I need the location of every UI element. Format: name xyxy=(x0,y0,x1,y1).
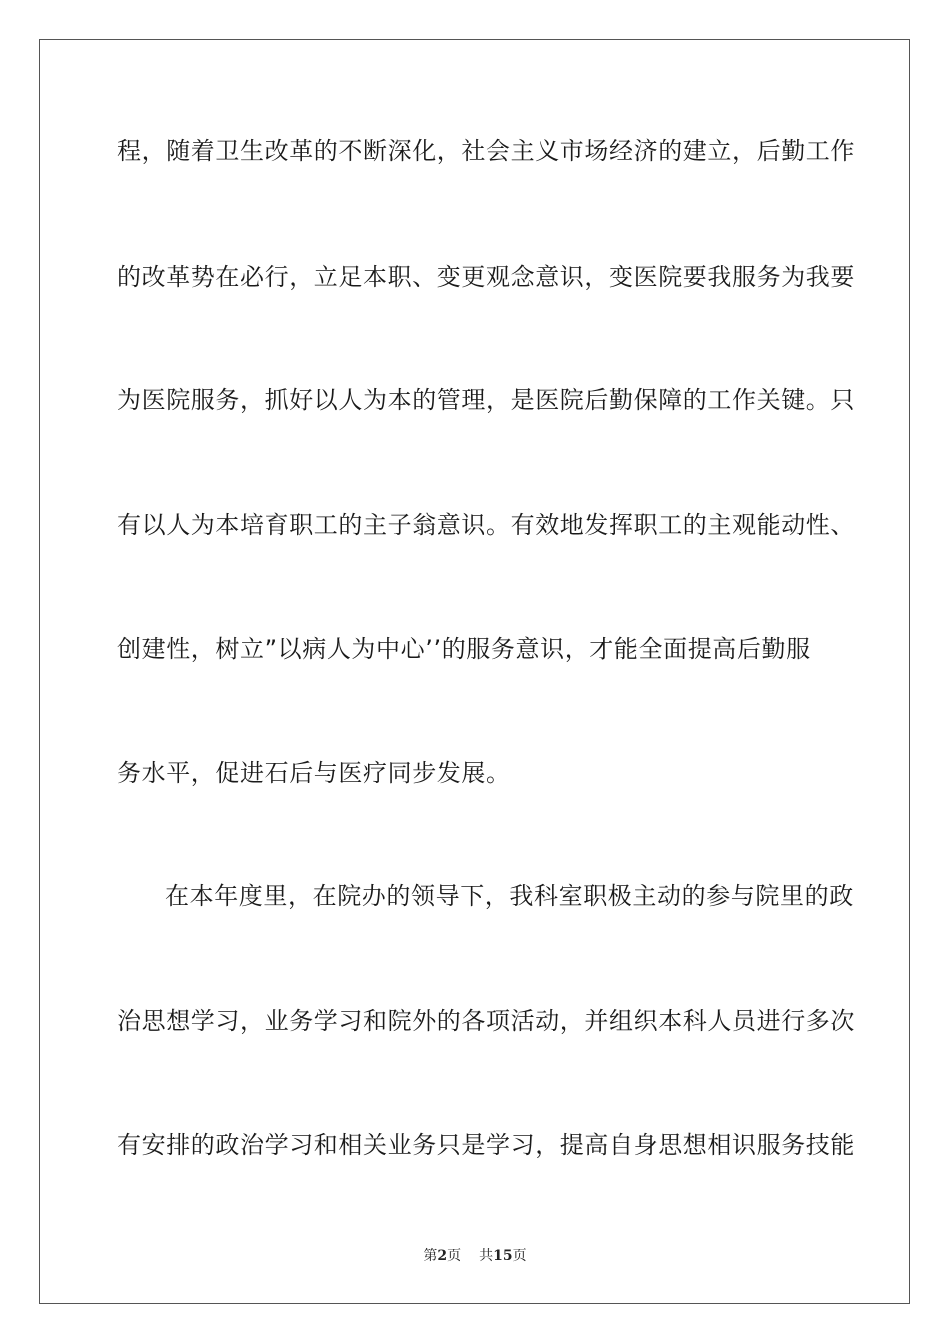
text-line-4: 有以人为本培育职工的主子翁意识。有效地发挥职工的主观能动性、 xyxy=(117,511,855,539)
paragraph-start-line: 在本年度里，在院办的领导下，我科室职极主动的参与院里的政 xyxy=(165,882,854,910)
text-line-1: 程，随着卫生改革的不断深化，社会主义市场经济的建立，后勤工作 xyxy=(117,137,855,165)
text-line-6: 务水平，促进石后与医疗同步发展。 xyxy=(117,759,511,787)
text-line-2: 的改革势在必行，立足本职、变更观念意识，变医院要我服务为我要 xyxy=(117,263,855,291)
page-footer xyxy=(0,1247,950,1265)
text-line-3: 为医院服务，抓好以人为本的管理，是医院后勤保障的工作关键。只 xyxy=(117,386,855,414)
text-line-9: 有安排的政治学习和相关业务只是学习，提高自身思想相识服务技能 xyxy=(117,1131,855,1159)
total-prefix: 共 xyxy=(479,1248,494,1264)
total-pages: 15 xyxy=(493,1248,513,1264)
total-suffix: 页 xyxy=(512,1248,527,1264)
page-number: 2 xyxy=(437,1248,448,1264)
text-line-5: 创建性，树立”以病人为中心’’的服务意识，才能全面提高后勤服 xyxy=(117,635,811,663)
page-suffix: 页 xyxy=(447,1248,462,1264)
page-prefix: 第 xyxy=(423,1248,438,1264)
text-line-8: 治思想学习，业务学习和院外的各项活动，并组织本科人员进行多次 xyxy=(117,1007,855,1035)
page-border xyxy=(39,39,910,1304)
